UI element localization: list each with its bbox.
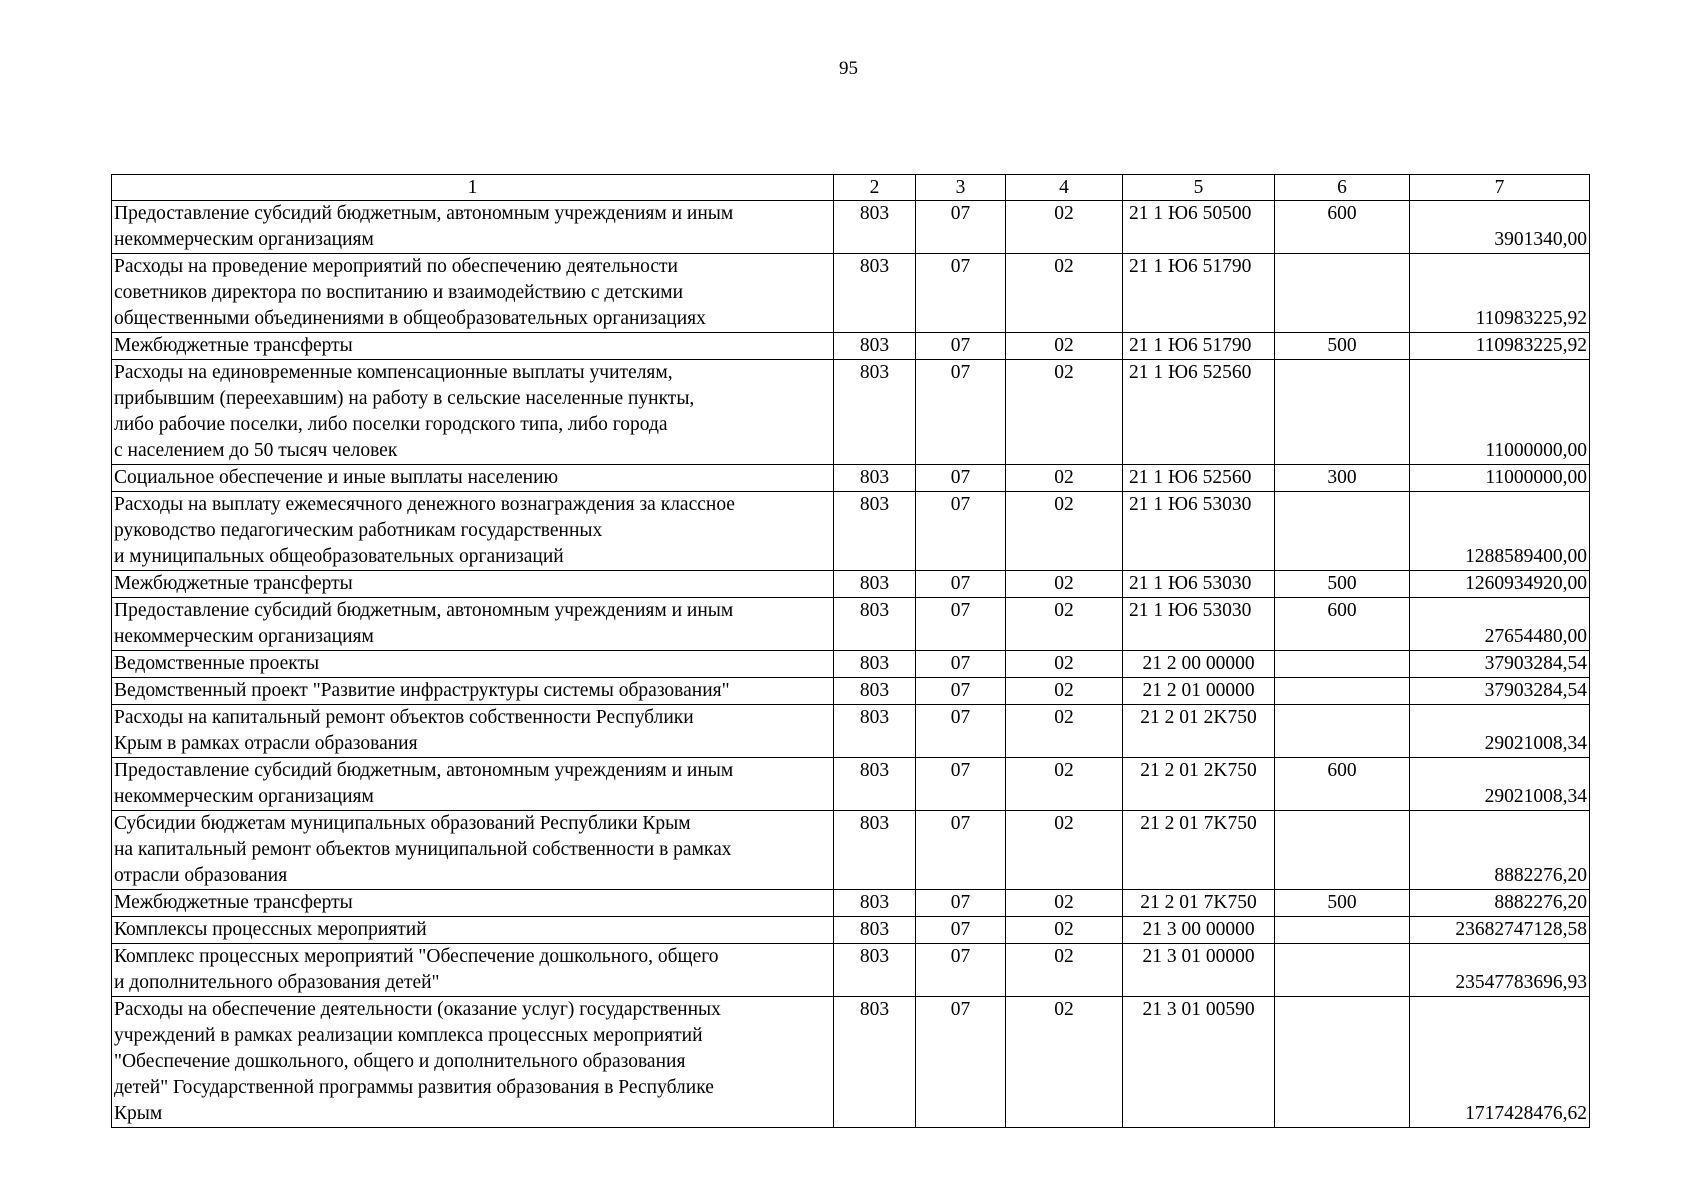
column-header: 4 [1006, 175, 1123, 201]
expense-name-line: прибывшим (переехавшим) на работу в сельские населенные пункты, [114, 388, 695, 409]
expense-type-cell: 300 [1275, 465, 1410, 492]
subsection-code-cell: 02 [1006, 492, 1123, 571]
target-article-cell: 21 3 01 00590 [1123, 997, 1275, 1128]
subsection-code-cell: 02 [1006, 944, 1123, 997]
column-number-row [112, 175, 1590, 201]
section-code-cell: 07 [916, 678, 1006, 705]
expense-type-cell [1275, 254, 1410, 333]
expense-name-cell [112, 492, 834, 571]
expense-name-cell [112, 201, 834, 254]
amount-cell: 3901340,00 [1410, 201, 1590, 254]
table-row [112, 571, 1590, 598]
section-code-cell: 07 [916, 492, 1006, 571]
table-row [112, 254, 1590, 333]
amount-cell: 23547783696,93 [1410, 944, 1590, 997]
expense-type-cell: 500 [1275, 571, 1410, 598]
expense-name-cell [112, 678, 834, 705]
expense-name-cell [112, 571, 834, 598]
column-header: 3 [916, 175, 1006, 201]
expense-type-cell: 600 [1275, 201, 1410, 254]
expense-name-line: Расходы на единовременные компенсационные выплаты учителям, [114, 362, 673, 383]
table-row [112, 492, 1590, 571]
expense-name-line: учреждений в рамках реализации комплекса процессных мероприятий [114, 1025, 703, 1046]
subsection-code-cell: 02 [1006, 705, 1123, 758]
expense-name-line: на капитальный ремонт объектов муниципальной собственности в рамках [114, 839, 732, 860]
expense-name-line: Субсидии бюджетам муниципальных образований Республики Крым [114, 813, 691, 834]
expense-name-line: и муниципальных общеобразовательных организаций [114, 546, 564, 567]
target-article-cell: 21 1 Ю6 52560 [1123, 465, 1275, 492]
expense-name-line: либо рабочие поселки, либо поселки городского типа, либо города [114, 414, 668, 435]
expense-name-cell [112, 254, 834, 333]
section-code-cell: 07 [916, 705, 1006, 758]
ministry-code-cell: 803 [834, 254, 916, 333]
section-code-cell: 07 [916, 360, 1006, 465]
amount-cell: 110983225,92 [1410, 254, 1590, 333]
subsection-code-cell: 02 [1006, 811, 1123, 890]
table-row [112, 678, 1590, 705]
expense-type-cell [1275, 678, 1410, 705]
ministry-code-cell: 803 [834, 651, 916, 678]
subsection-code-cell: 02 [1006, 571, 1123, 598]
table-row [112, 705, 1590, 758]
expense-name-line: Межбюджетные трансферты [114, 892, 353, 913]
expense-name-line: общественными объединениями в общеобразовательных организациях [114, 308, 706, 329]
target-article-cell: 21 1 Ю6 52560 [1123, 360, 1275, 465]
expense-name-line: Расходы на обеспечение деятельности (оказание услуг) государственных [114, 999, 721, 1020]
ministry-code-cell: 803 [834, 492, 916, 571]
target-article-cell: 21 2 01 7K750 [1123, 890, 1275, 917]
expense-name-cell [112, 360, 834, 465]
amount-cell: 110983225,92 [1410, 333, 1590, 360]
amount-cell: 11000000,00 [1410, 360, 1590, 465]
expense-type-cell: 500 [1275, 890, 1410, 917]
table-row [112, 890, 1590, 917]
expense-type-cell [1275, 651, 1410, 678]
section-code-cell: 07 [916, 571, 1006, 598]
expense-name-cell [112, 890, 834, 917]
expense-type-cell [1275, 917, 1410, 944]
target-article-cell: 21 3 00 00000 [1123, 917, 1275, 944]
amount-cell: 37903284,54 [1410, 651, 1590, 678]
table-row [112, 811, 1590, 890]
table-row [112, 651, 1590, 678]
expense-type-cell [1275, 811, 1410, 890]
page-number: 95 [839, 58, 858, 79]
expense-type-cell: 500 [1275, 333, 1410, 360]
expense-name-line: Социальное обеспечение и иные выплаты населению [114, 467, 559, 488]
ministry-code-cell: 803 [834, 890, 916, 917]
expense-name-cell [112, 758, 834, 811]
target-article-cell: 21 1 Ю6 53030 [1123, 598, 1275, 651]
column-header: 2 [834, 175, 916, 201]
ministry-code-cell: 803 [834, 598, 916, 651]
table-row [112, 333, 1590, 360]
target-article-cell: 21 1 Ю6 51790 [1123, 333, 1275, 360]
amount-cell: 1288589400,00 [1410, 492, 1590, 571]
amount-cell: 8882276,20 [1410, 890, 1590, 917]
expense-name-line: Межбюджетные трансферты [114, 335, 353, 356]
expense-type-cell [1275, 944, 1410, 997]
target-article-cell: 21 1 Ю6 53030 [1123, 571, 1275, 598]
amount-cell: 1717428476,62 [1410, 997, 1590, 1128]
amount-cell: 23682747128,58 [1410, 917, 1590, 944]
expense-name-line: "Обеспечение дошкольного, общего и дополнительного образования [114, 1051, 686, 1072]
expense-name-cell [112, 705, 834, 758]
expense-name-line: Предоставление субсидий бюджетным, автономным учреждениям и иным [114, 760, 734, 781]
subsection-code-cell: 02 [1006, 465, 1123, 492]
expense-name-line: Ведомственные проекты [114, 653, 320, 674]
expense-name-cell [112, 917, 834, 944]
expense-name-line: Предоставление субсидий бюджетным, автономным учреждениям и иным [114, 203, 734, 224]
subsection-code-cell: 02 [1006, 678, 1123, 705]
subsection-code-cell: 02 [1006, 254, 1123, 333]
section-code-cell: 07 [916, 890, 1006, 917]
expense-name-line: некоммерческим организациям [114, 786, 374, 807]
expense-name-line: Межбюджетные трансферты [114, 573, 353, 594]
expense-name-line: Предоставление субсидий бюджетным, автономным учреждениям и иным [114, 600, 734, 621]
expense-name-line: Ведомственный проект "Развитие инфраструктуры системы образования" [114, 680, 730, 701]
expense-type-cell [1275, 705, 1410, 758]
target-article-cell: 21 2 01 2K750 [1123, 758, 1275, 811]
expense-name-line: и дополнительного образования детей" [114, 972, 440, 993]
expense-type-cell: 600 [1275, 598, 1410, 651]
amount-cell: 8882276,20 [1410, 811, 1590, 890]
expense-name-cell [112, 944, 834, 997]
section-code-cell: 07 [916, 651, 1006, 678]
expense-name-cell [112, 811, 834, 890]
amount-cell: 11000000,00 [1410, 465, 1590, 492]
ministry-code-cell: 803 [834, 705, 916, 758]
subsection-code-cell: 02 [1006, 598, 1123, 651]
subsection-code-cell: 02 [1006, 201, 1123, 254]
expense-name-cell [112, 333, 834, 360]
expense-type-cell [1275, 492, 1410, 571]
table-row [112, 917, 1590, 944]
expense-name-line: Комплексы процессных мероприятий [114, 919, 427, 940]
subsection-code-cell: 02 [1006, 890, 1123, 917]
ministry-code-cell: 803 [834, 917, 916, 944]
expense-type-cell [1275, 997, 1410, 1128]
subsection-code-cell: 02 [1006, 758, 1123, 811]
ministry-code-cell: 803 [834, 811, 916, 890]
column-header: 6 [1275, 175, 1410, 201]
ministry-code-cell: 803 [834, 465, 916, 492]
ministry-code-cell: 803 [834, 201, 916, 254]
expense-name-cell [112, 997, 834, 1128]
section-code-cell: 07 [916, 917, 1006, 944]
expense-name-line: советников директора по воспитанию и взаимодействию с детскими [114, 282, 684, 303]
target-article-cell: 21 2 01 7K750 [1123, 811, 1275, 890]
ministry-code-cell: 803 [834, 758, 916, 811]
ministry-code-cell: 803 [834, 333, 916, 360]
expense-type-cell [1275, 360, 1410, 465]
section-code-cell: 07 [916, 465, 1006, 492]
expense-name-line: Крым в рамках отрасли образования [114, 733, 418, 754]
target-article-cell: 21 1 Ю6 53030 [1123, 492, 1275, 571]
section-code-cell: 07 [916, 758, 1006, 811]
table-row [112, 944, 1590, 997]
target-article-cell: 21 2 01 2K750 [1123, 705, 1275, 758]
subsection-code-cell: 02 [1006, 997, 1123, 1128]
expense-name-cell [112, 651, 834, 678]
amount-cell: 1260934920,00 [1410, 571, 1590, 598]
subsection-code-cell: 02 [1006, 360, 1123, 465]
section-code-cell: 07 [916, 333, 1006, 360]
expense-name-line: Расходы на проведение мероприятий по обеспечению деятельности [114, 256, 678, 277]
table-row [112, 598, 1590, 651]
ministry-code-cell: 803 [834, 360, 916, 465]
table-row [112, 201, 1590, 254]
target-article-cell: 21 3 01 00000 [1123, 944, 1275, 997]
expense-name-line: руководство педагогическим работникам государственных [114, 520, 603, 541]
column-header: 7 [1410, 175, 1590, 201]
expense-name-line: Расходы на капитальный ремонт объектов собственности Республики [114, 707, 694, 728]
table-row [112, 997, 1590, 1128]
expense-name-line: Крым [114, 1103, 163, 1124]
expense-name-line: отрасли образования [114, 865, 288, 886]
expense-name-cell [112, 465, 834, 492]
expense-name-line: Комплекс процессных мероприятий "Обеспечение дошкольного, общего [114, 946, 719, 967]
table-row [112, 758, 1590, 811]
expense-type-cell: 600 [1275, 758, 1410, 811]
expense-name-line: некоммерческим организациям [114, 229, 374, 250]
ministry-code-cell: 803 [834, 678, 916, 705]
subsection-code-cell: 02 [1006, 651, 1123, 678]
amount-cell: 27654480,00 [1410, 598, 1590, 651]
subsection-code-cell: 02 [1006, 333, 1123, 360]
expense-name-line: некоммерческим организациям [114, 626, 374, 647]
budget-table [111, 174, 1590, 1128]
amount-cell: 29021008,34 [1410, 758, 1590, 811]
expense-name-line: детей" Государственной программы развития образования в Республике [114, 1077, 714, 1098]
ministry-code-cell: 803 [834, 571, 916, 598]
target-article-cell: 21 1 Ю6 50500 [1123, 201, 1275, 254]
amount-cell: 37903284,54 [1410, 678, 1590, 705]
section-code-cell: 07 [916, 254, 1006, 333]
expense-name-line: с населением до 50 тысяч человек [114, 440, 398, 461]
ministry-code-cell: 803 [834, 997, 916, 1128]
column-header: 1 [112, 175, 834, 201]
amount-cell: 29021008,34 [1410, 705, 1590, 758]
section-code-cell: 07 [916, 201, 1006, 254]
section-code-cell: 07 [916, 997, 1006, 1128]
table-row [112, 465, 1590, 492]
table-row [112, 360, 1590, 465]
ministry-code-cell: 803 [834, 944, 916, 997]
section-code-cell: 07 [916, 811, 1006, 890]
expense-name-line: Расходы на выплату ежемесячного денежного вознаграждения за классное [114, 494, 735, 515]
target-article-cell: 21 2 01 00000 [1123, 678, 1275, 705]
target-article-cell: 21 2 00 00000 [1123, 651, 1275, 678]
section-code-cell: 07 [916, 598, 1006, 651]
subsection-code-cell: 02 [1006, 917, 1123, 944]
section-code-cell: 07 [916, 944, 1006, 997]
target-article-cell: 21 1 Ю6 51790 [1123, 254, 1275, 333]
column-header: 5 [1123, 175, 1275, 201]
expense-name-cell [112, 598, 834, 651]
